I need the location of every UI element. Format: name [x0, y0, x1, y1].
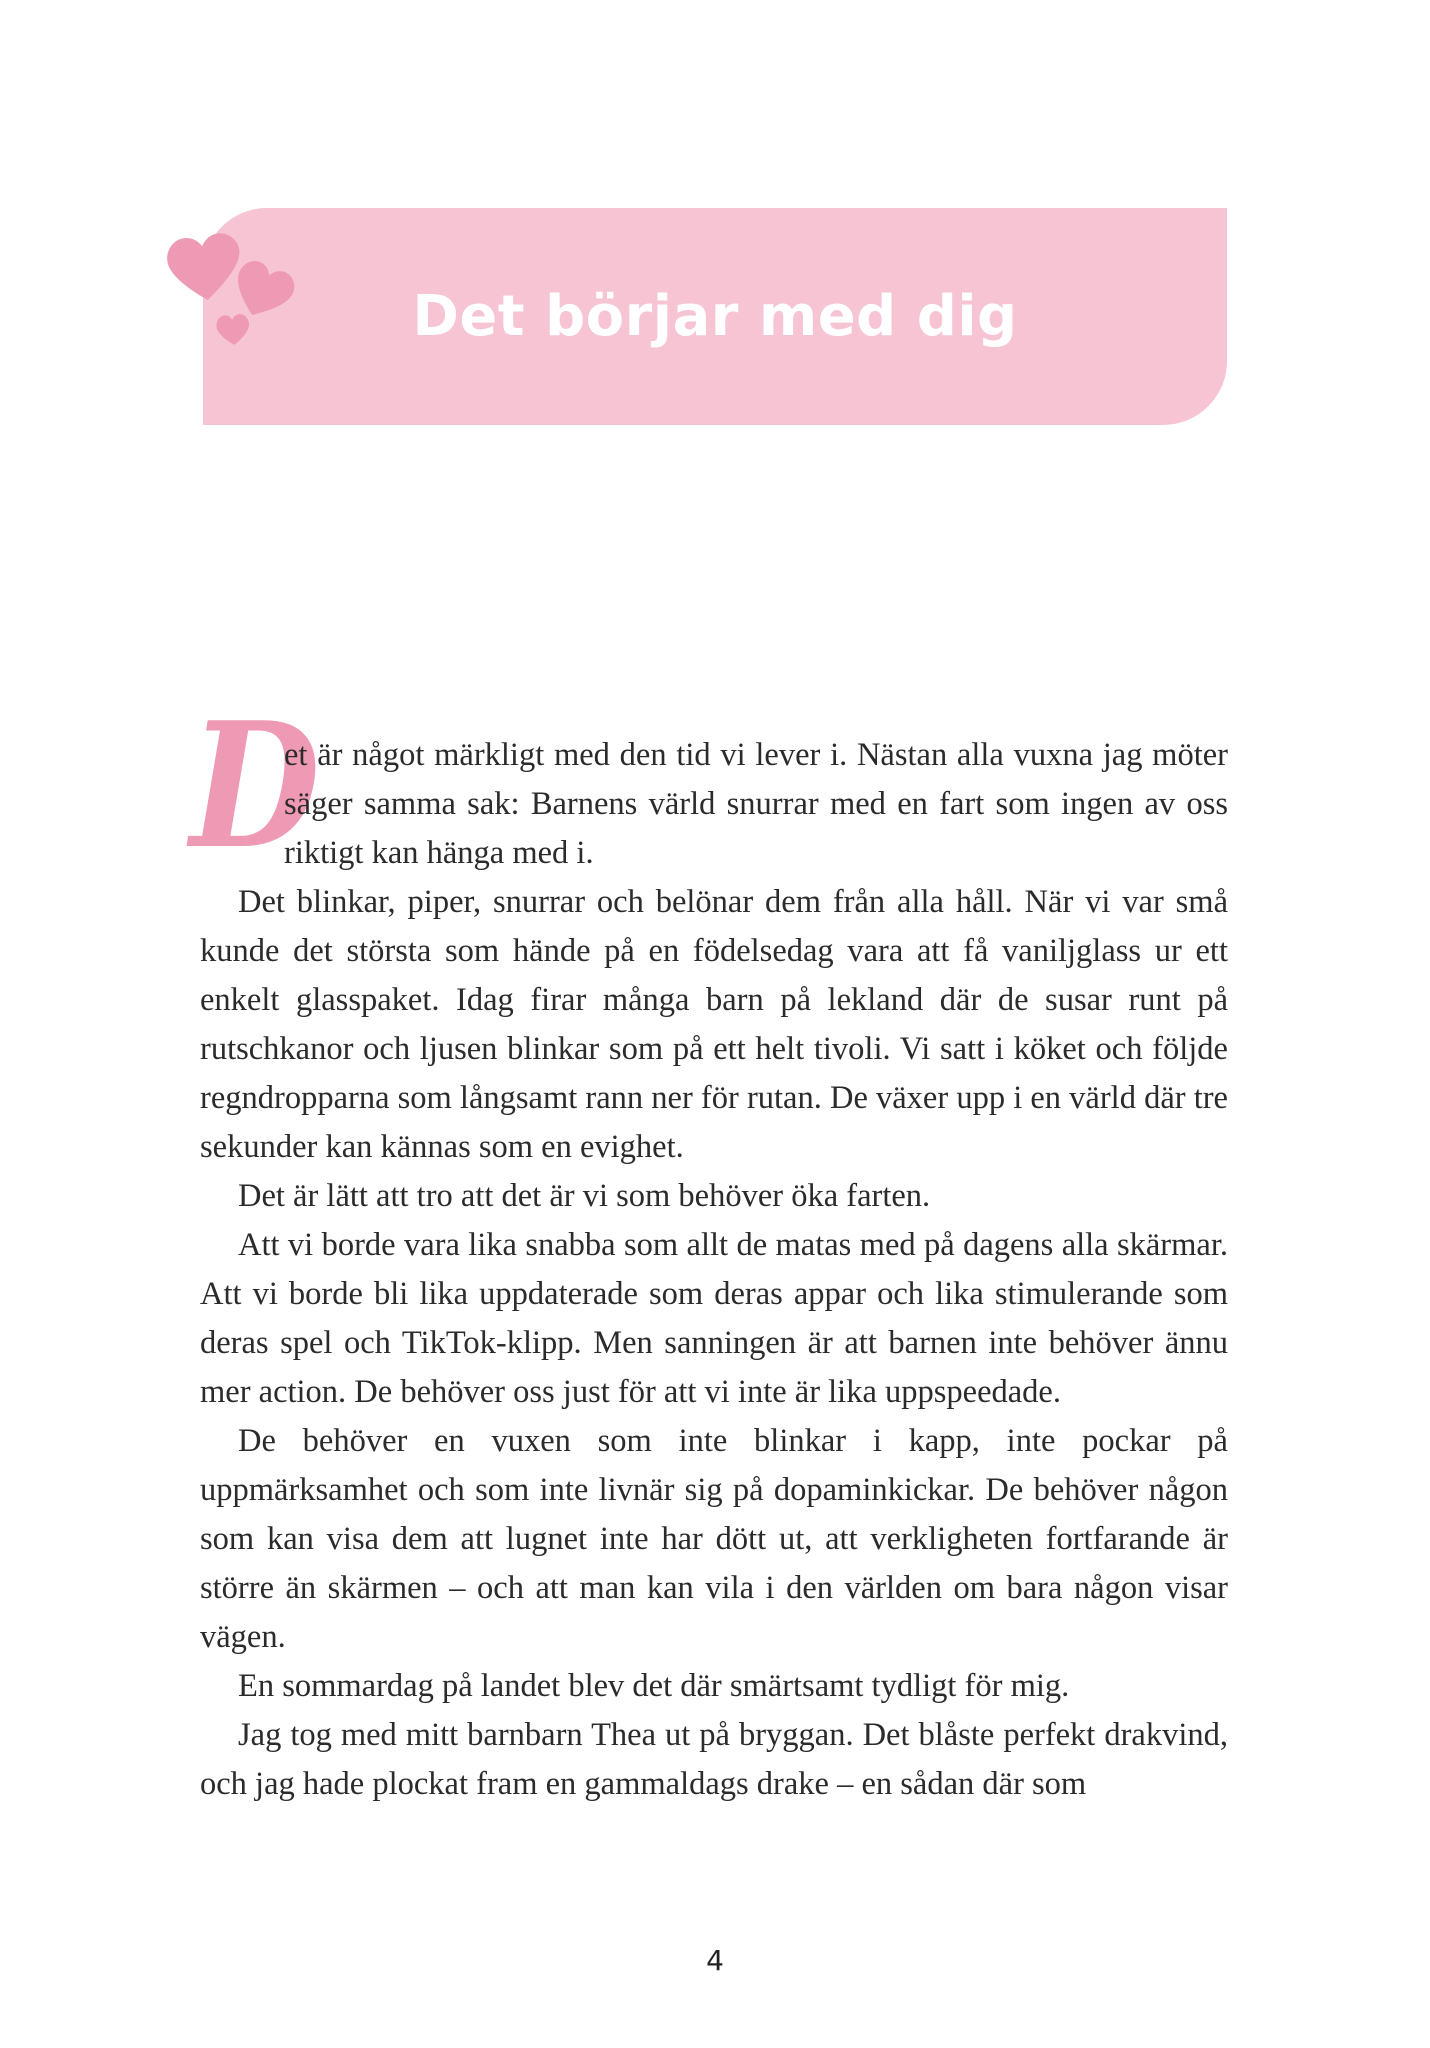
- paragraph: Det är lätt att tro att det är vi som behöver öka farten.: [238, 1178, 931, 1214]
- page-number: 4: [706, 1944, 724, 1977]
- chapter-body: [200, 731, 1228, 1809]
- paragraph: et är något märkligt med den tid vi lever i. Nästan alla vuxna jag möter säger samma sak: Barnens värld snurrar med en fart som ingen av oss riktigt kan hänga med i.: [284, 737, 1228, 871]
- paragraph: De behöver en vuxen som inte blinkar i kapp, inte pockar på uppmärksamhet och som inte livnär sig på dopaminkickar. De behöver någon som kan visa dem att lugnet inte har dött ut, att verkligheten fortfarande är större än skärmen – och att man kan vila i den världen om bara någon visar vägen.: [200, 1423, 1228, 1655]
- chapter-title: Det börjar med dig: [412, 284, 1018, 349]
- paragraph: Att vi borde vara lika snabba som allt de matas med på dagens alla skärmar. Att vi borde bli lika uppdaterade som deras appar och lika stimulerande som deras spel och TikTok-klipp. Men sanningen är att barnen inte behöver ännu mer action. De behöver oss just för att vi inte är lika uppspeedade.: [200, 1227, 1228, 1410]
- paragraph: Det blinkar, piper, snurrar och belönar dem från alla håll. När vi var små kunde det största som hände på en födelsedag vara att få vaniljglass ur ett enkelt glasspaket. Idag firar många barn på lekland där de susar runt på rutschkanor och ljusen blinkar som på ett helt tivoli. Vi satt i köket och följde regndropparna som långsamt rann ner för rutan. De växer upp i en värld där tre sekunder kan kännas som en evighet.: [200, 884, 1228, 1165]
- paragraph: Jag tog med mitt barnbarn Thea ut på bryggan. Det blåste perfekt drakvind, och jag hade plockat fram en gammaldags drake – en sådan där som: [200, 1717, 1228, 1802]
- paragraph: En sommardag på landet blev det där smärtsamt tydligt för mig.: [238, 1668, 1070, 1704]
- drop-cap: D: [190, 685, 321, 888]
